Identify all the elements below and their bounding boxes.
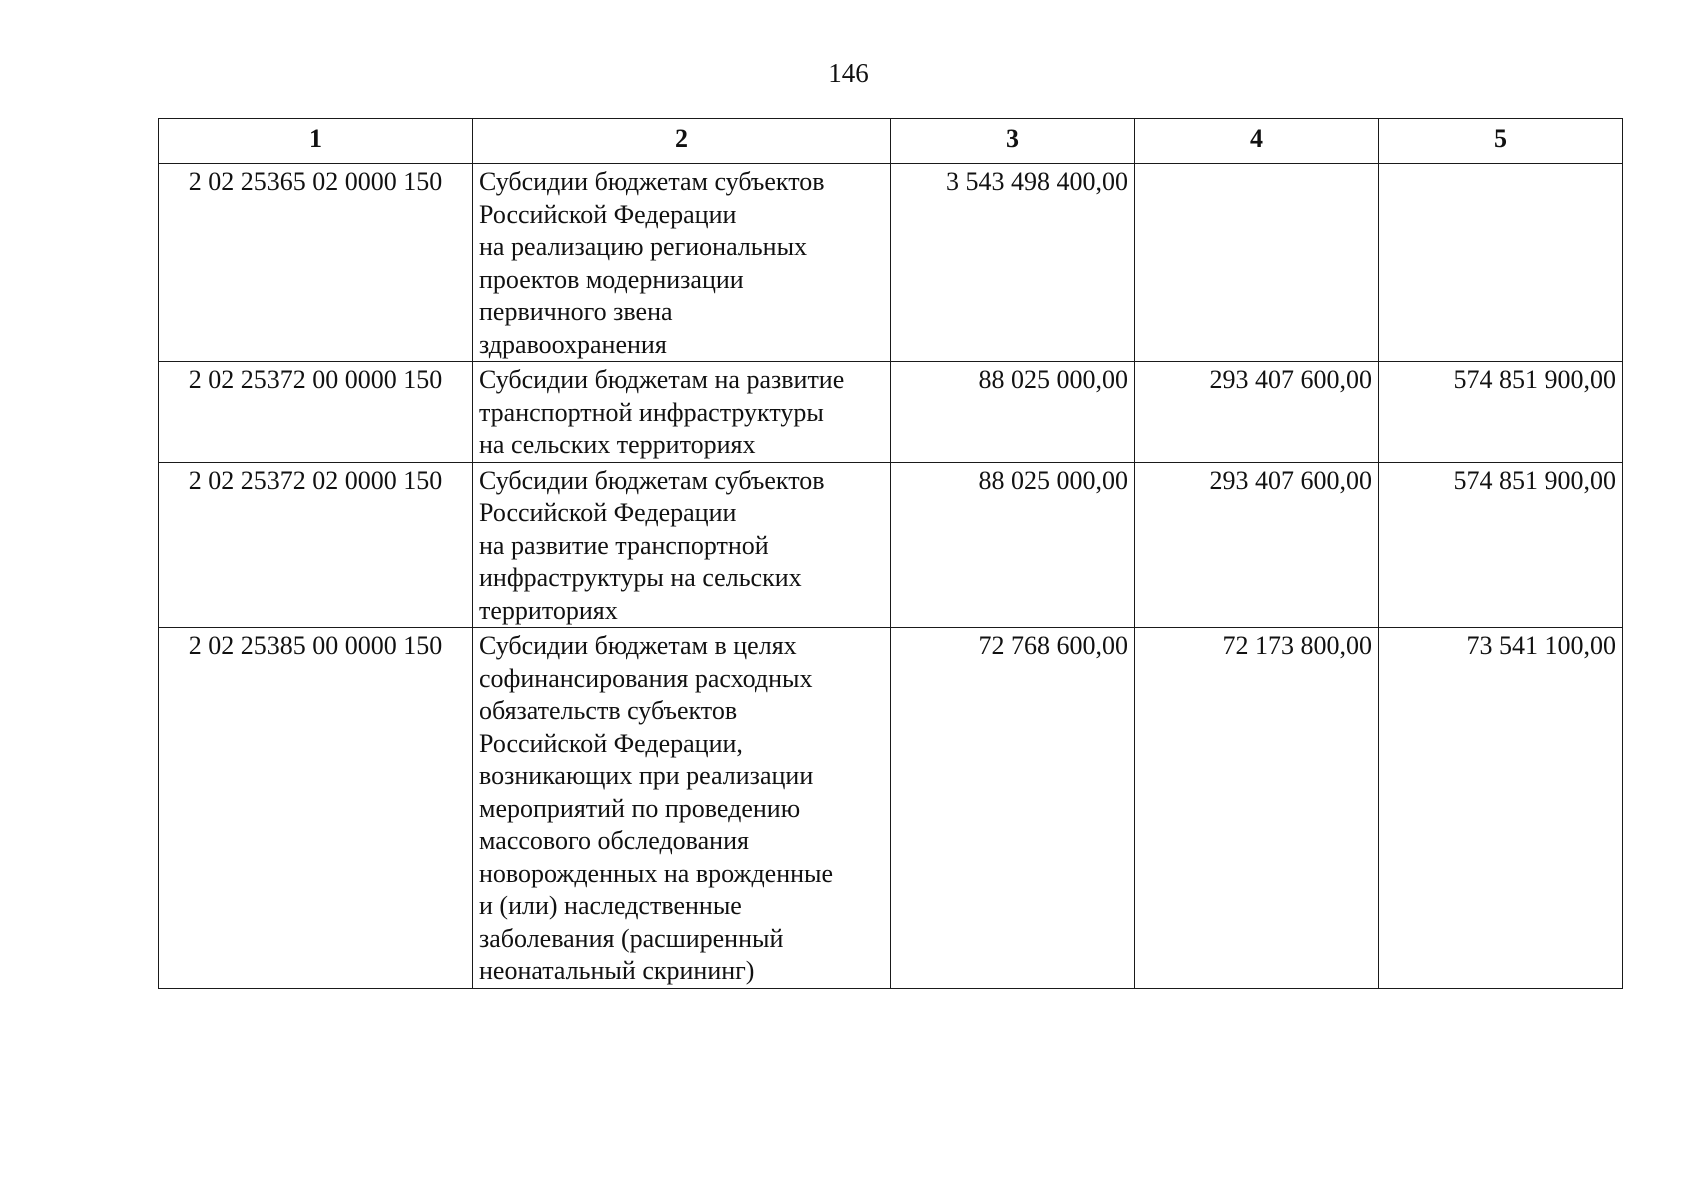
column-header-1: 1 [159, 119, 473, 164]
amount-col5-cell: 73 541 100,00 [1379, 628, 1623, 989]
table-row [159, 628, 1623, 989]
amount-col4-cell: 72 173 800,00 [1135, 628, 1379, 989]
amount-col5-cell [1379, 164, 1623, 362]
page-number: 146 [828, 58, 869, 88]
column-header-2: 2 [473, 119, 891, 164]
budget-code-cell: 2 02 25365 02 0000 150 [159, 164, 473, 362]
budget-code-cell: 2 02 25372 02 0000 150 [159, 462, 473, 628]
budget-code-cell: 2 02 25372 00 0000 150 [159, 362, 473, 463]
table-header-row [159, 119, 1623, 164]
column-header-4: 4 [1135, 119, 1379, 164]
table-row [159, 462, 1623, 628]
amount-col3-cell: 3 543 498 400,00 [891, 164, 1135, 362]
amount-col3-cell: 72 768 600,00 [891, 628, 1135, 989]
column-header-5: 5 [1379, 119, 1623, 164]
description-cell: Субсидии бюджетам субъектов Российской Федерации на реализацию региональных проектов модернизации первичного звена здравоохранения [473, 164, 891, 362]
amount-col5-cell: 574 851 900,00 [1379, 362, 1623, 463]
table-row [159, 164, 1623, 362]
amount-col5-cell: 574 851 900,00 [1379, 462, 1623, 628]
amount-col4-cell [1135, 164, 1379, 362]
amount-col3-cell: 88 025 000,00 [891, 462, 1135, 628]
description-cell: Субсидии бюджетам на развитие транспортной инфраструктуры на сельских территориях [473, 362, 891, 463]
description-cell: Субсидии бюджетам субъектов Российской Федерации на развитие транспортной инфраструктуры на сельских территориях [473, 462, 891, 628]
column-header-3: 3 [891, 119, 1135, 164]
budget-code-cell: 2 02 25385 00 0000 150 [159, 628, 473, 989]
amount-col4-cell: 293 407 600,00 [1135, 462, 1379, 628]
budget-table [158, 118, 1623, 989]
table-row [159, 362, 1623, 463]
description-cell: Субсидии бюджетам в целях софинансирования расходных обязательств субъектов Российской Федерации, возникающих при реализации мероприятий по проведению массового обследования новорожденных на врожденные и (или) наследственные заболевания (расширенный неонатальный скрининг) [473, 628, 891, 989]
amount-col4-cell: 293 407 600,00 [1135, 362, 1379, 463]
amount-col3-cell: 88 025 000,00 [891, 362, 1135, 463]
